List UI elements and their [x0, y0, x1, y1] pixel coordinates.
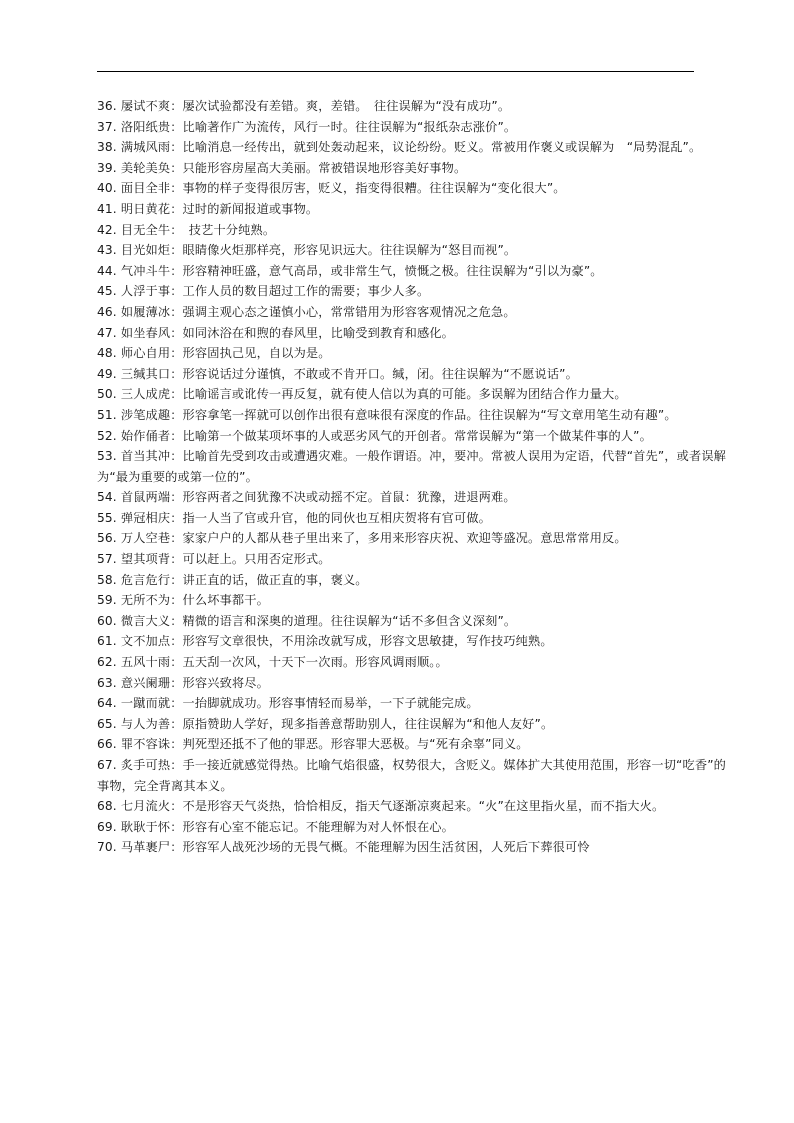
idiom-entry — [97, 734, 737, 755]
idiom-entry — [97, 281, 737, 302]
idiom-entry — [97, 549, 737, 570]
entry-number: 55. — [97, 510, 117, 525]
idiom-entry — [97, 570, 737, 591]
entry-text: 气冲斗牛：形容精神旺盛，意气高昂，或非常生气，愤慨之极。往往误解为“引以为豪”。 — [120, 263, 603, 278]
entry-text: 首鼠两端：形容两者之间犹豫不决或动摇不定。首鼠：犹豫，进退两难。 — [120, 490, 516, 505]
entry-number: 56. — [97, 531, 117, 546]
entry-text: 三缄其口：形容说话过分谨慎，不敢或不肯开口。缄，闭。往往误解为“不愿说话”。 — [120, 366, 578, 381]
entry-text: 无所不为：什么坏事都干。 — [120, 593, 269, 608]
entry-text: 洛阳纸贵：比喻著作广为流传，风行一时。往往误解为“报纸杂志涨价”。 — [120, 119, 517, 134]
idiom-entry — [97, 405, 737, 426]
entry-number: 47. — [97, 325, 117, 340]
entry-text: 文不加点：形容写文章很快，不用涂改就写成，形容文思敏捷，写作技巧纯熟。 — [120, 634, 553, 649]
entry-text: 三人成虎：比喻谣言或讹传一再反复，就有使人信以为真的可能。多误解为团结合作力量大。 — [120, 387, 627, 402]
entry-text: 七月流火：不是形容天气炎热，恰恰相反，指天气逐渐凉爽起来。“火”在这里指火星，而不指大火。 — [120, 799, 665, 814]
idiom-entry — [97, 158, 737, 179]
entry-number: 36. — [97, 99, 117, 113]
idiom-entry — [97, 302, 737, 323]
entry-number: 39. — [97, 160, 117, 175]
entry-text: 美轮美奂：只能形容房屋高大美丽。常被错误地形容美好事物。 — [120, 160, 467, 175]
entry-number: 70. — [97, 840, 117, 855]
entry-number: 65. — [97, 716, 117, 731]
idiom-entry — [97, 96, 737, 117]
idiom-entry — [97, 487, 737, 508]
idiom-entry — [97, 117, 737, 138]
idiom-entry — [97, 590, 737, 611]
entry-number: 50. — [97, 387, 117, 402]
entry-text: 危言危行：讲正直的话，做正直的事，褒义。 — [120, 572, 368, 587]
entry-number: 40. — [97, 181, 117, 196]
entry-text: 师心自用：形容固执己见，自以为是。 — [120, 346, 331, 361]
idiom-entry — [97, 240, 737, 261]
entry-number: 46. — [97, 304, 117, 319]
idiom-entry — [97, 714, 737, 735]
idiom-entry — [97, 611, 737, 632]
entry-text: 如履薄冰：强调主观心态之谨慎小心，常常错用为形容客观情况之危急。 — [120, 304, 516, 319]
entry-text: 炙手可热：手一接近就感觉得热。比喻气焰很盛，权势很大，含贬义。媒体扩大其使用范围，形容一切“吃香”的事物，完全背离其本义。 — [97, 758, 727, 793]
entry-number: 52. — [97, 428, 117, 443]
entry-number: 66. — [97, 737, 117, 752]
entry-number: 63. — [97, 675, 117, 690]
idiom-entry — [97, 631, 737, 652]
entry-number: 49. — [97, 366, 117, 381]
idiom-entry — [97, 817, 737, 838]
entry-text: 面目全非：事物的样子变得很厉害，贬义，指变得很糟。往往误解为“变化很大”。 — [120, 181, 566, 196]
entry-number: 51. — [97, 407, 117, 422]
idiom-entry — [97, 652, 737, 673]
idiom-entry — [97, 528, 737, 549]
entry-text: 万人空巷：家家户户的人都从巷子里出来了，多用来形容庆祝、欢迎等盛况。意思常常用反。 — [120, 531, 627, 546]
idiom-list — [97, 96, 737, 858]
entry-text: 如坐春风：如同沐浴在和煦的春风里，比喻受到教育和感化。 — [120, 325, 454, 340]
entry-text: 始作俑者：比喻第一个做某项坏事的人或恶劣风气的开创者。常常误解为“第一个做某件事的人”。 — [120, 428, 652, 443]
entry-text: 目无全牛： 技艺十分纯熟。 — [120, 222, 276, 237]
entry-text: 首当其冲：比喻首先受到攻击或遭遇灾难。一般作谓语。冲，要冲。常被人误用为定语，代替“首先”，或者误解为“最为重要的或第一位的”。 — [97, 449, 727, 484]
entry-number: 43. — [97, 243, 117, 258]
entry-number: 69. — [97, 819, 117, 834]
entry-number: 59. — [97, 593, 117, 608]
entry-text: 明日黄花：过时的新闻报道或事物。 — [120, 201, 319, 216]
entry-number: 42. — [97, 222, 117, 237]
idiom-entry — [97, 137, 737, 158]
entry-text: 屡试不爽：屡次试验都没有差错。爽，差错。 往往误解为“没有成功”。 — [120, 99, 511, 113]
idiom-entry — [97, 343, 737, 364]
entry-text: 涉笔成趣：形容拿笔一挥就可以创作出很有意味很有深度的作品。往往误解为“写文章用笔生动有趣”。 — [120, 407, 677, 422]
entry-number: 48. — [97, 346, 117, 361]
entry-text: 马革裹尸：形容军人战死沙场的无畏气概。不能理解为因生活贫困，人死后下葬很可怜 — [120, 840, 590, 855]
entry-number: 38. — [97, 140, 117, 155]
idiom-entry — [97, 508, 737, 529]
entry-number: 64. — [97, 696, 117, 711]
entry-number: 68. — [97, 799, 117, 814]
entry-number: 61. — [97, 634, 117, 649]
entry-number: 57. — [97, 552, 117, 567]
entry-number: 44. — [97, 263, 117, 278]
entry-text: 微言大义：精微的语言和深奥的道理。往往误解为“话不多但含义深刻”。 — [120, 613, 517, 628]
entry-text: 满城风雨：比喻消息一经传出，就到处轰动起来，议论纷纷。贬义。常被用作褒义或误解为 “局势混乱”。 — [120, 140, 702, 155]
entry-text: 耿耿于怀：形容有心室不能忘记。不能理解为对人怀恨在心。 — [120, 819, 454, 834]
header-rule — [97, 71, 694, 72]
idiom-entry — [97, 446, 737, 487]
entry-number: 41. — [97, 201, 117, 216]
entry-number: 58. — [97, 572, 117, 587]
entry-number: 60. — [97, 613, 117, 628]
entry-text: 五风十雨：五天刮一次风，十天下一次雨。形容风调雨顺。。 — [120, 655, 448, 670]
entry-text: 目光如炬：眼睛像火炬那样亮，形容见识远大。往往误解为“怒目而视”。 — [120, 243, 517, 258]
entry-text: 望其项背：可以赶上。只用否定形式。 — [120, 552, 331, 567]
entry-text: 与人为善：原指赞助人学好，现多指善意帮助别人，往往误解为“和他人友好”。 — [120, 716, 554, 731]
entry-number: 37. — [97, 119, 117, 134]
entry-text: 弹冠相庆：指一人当了官或升官，他的同伙也互相庆贺将有官可做。 — [120, 510, 491, 525]
entry-number: 53. — [97, 449, 117, 464]
idiom-entry — [97, 837, 737, 858]
idiom-entry — [97, 178, 737, 199]
idiom-entry — [97, 199, 737, 220]
entry-text: 一蹴而就：一抬脚就成功。形容事情轻而易举，一下子就能完成。 — [120, 696, 479, 711]
idiom-entry — [97, 755, 737, 796]
idiom-entry — [97, 693, 737, 714]
idiom-entry — [97, 384, 737, 405]
entry-text: 罪不容诛：判死型还抵不了他的罪恶。形容罪大恶极。与“死有余辜”同义。 — [120, 737, 529, 752]
entry-text: 人浮于事：工作人员的数目超过工作的需要；事少人多。 — [120, 284, 430, 299]
idiom-entry — [97, 323, 737, 344]
entry-number: 45. — [97, 284, 117, 299]
entry-number: 54. — [97, 490, 117, 505]
entry-text: 意兴阑珊：形容兴致将尽。 — [120, 675, 269, 690]
idiom-entry — [97, 796, 737, 817]
idiom-entry — [97, 220, 737, 241]
entry-number: 62. — [97, 655, 117, 670]
idiom-entry — [97, 364, 737, 385]
idiom-entry — [97, 673, 737, 694]
idiom-entry — [97, 261, 737, 282]
entry-number: 67. — [97, 758, 117, 772]
idiom-entry — [97, 426, 737, 447]
